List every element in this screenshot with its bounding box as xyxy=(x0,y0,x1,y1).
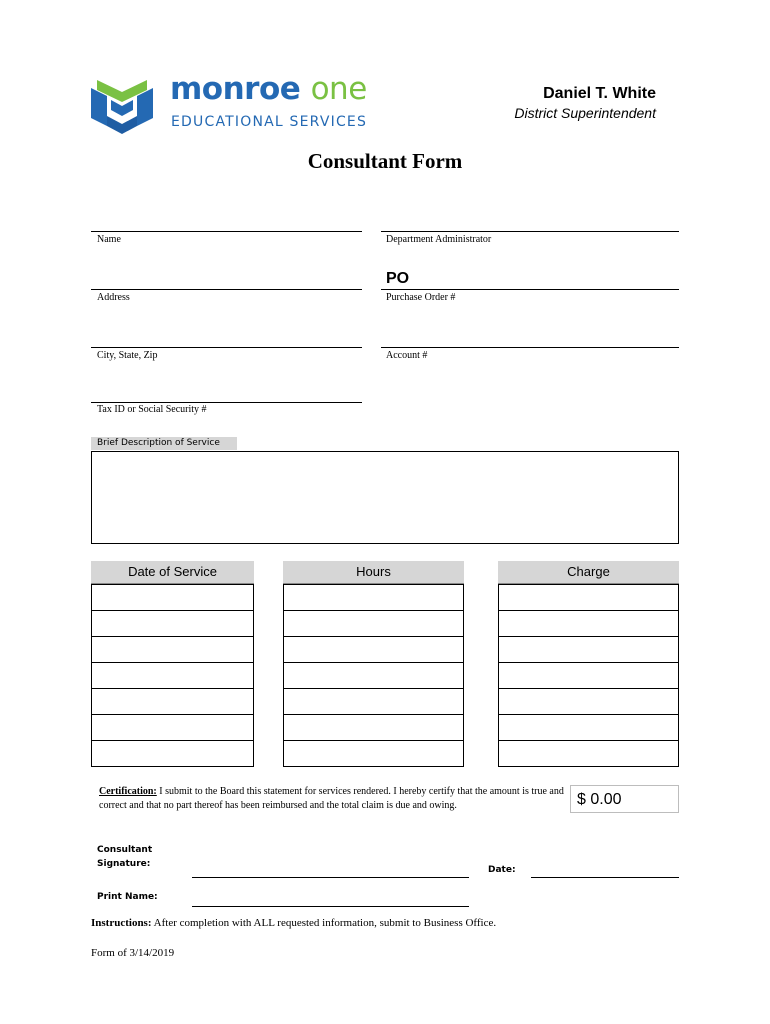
purchase-order-value: PO xyxy=(386,270,410,287)
charge-cell[interactable] xyxy=(499,688,678,714)
description-label: Brief Description of Service xyxy=(91,437,237,450)
consultant-label: Consultant xyxy=(97,845,153,855)
account-label: Account # xyxy=(386,350,428,361)
hours-table xyxy=(283,561,464,767)
charge-cell[interactable] xyxy=(499,740,678,766)
date-cell[interactable] xyxy=(92,636,253,662)
name-field[interactable] xyxy=(91,231,362,232)
charge-cell[interactable] xyxy=(499,662,678,688)
form-title: Consultant Form xyxy=(307,149,463,173)
instructions xyxy=(91,917,496,929)
superintendent-title: District Superintendent xyxy=(514,105,656,121)
charge-header: Charge xyxy=(498,561,679,584)
date-cell[interactable] xyxy=(92,662,253,688)
hours-header: Hours xyxy=(283,561,464,584)
address-field[interactable] xyxy=(91,289,362,290)
purchase-order-field[interactable] xyxy=(381,289,679,290)
print-name-field[interactable] xyxy=(192,906,469,907)
certification-text: I submit to the Board this statement for services rendered. I hereby certify that the amount is true and correct and that no part thereof has been reimbursed and the total claim is due and owing. xyxy=(99,786,564,811)
form-version: Form of 3/14/2019 xyxy=(91,947,175,959)
description-textarea[interactable] xyxy=(91,451,679,544)
monroe-one-logo-icon xyxy=(89,76,155,138)
charge-cell[interactable] xyxy=(499,714,678,740)
logo-wordmark: monroe one xyxy=(170,71,367,107)
consultant-signature-label xyxy=(97,843,152,871)
instructions-text: After completion with ALL requested information, submit to Business Office. xyxy=(151,917,497,929)
department-administrator-field[interactable] xyxy=(381,231,679,232)
date-cell[interactable] xyxy=(92,584,253,610)
hours-cell[interactable] xyxy=(284,610,463,636)
instructions-label: Instructions: xyxy=(91,917,152,929)
date-cell[interactable] xyxy=(92,688,253,714)
date-of-service-table xyxy=(91,561,254,767)
hours-cell[interactable] xyxy=(284,688,463,714)
city-state-zip-label: City, State, Zip xyxy=(97,350,158,361)
hours-cell[interactable] xyxy=(284,740,463,766)
logo-subtitle: EDUCATIONAL SERVICES xyxy=(171,114,368,130)
hours-cell[interactable] xyxy=(284,714,463,740)
total-amount-field[interactable]: $ 0.00 xyxy=(570,785,679,813)
date-cell[interactable] xyxy=(92,740,253,766)
date-label: Date: xyxy=(488,865,516,875)
charge-cell[interactable] xyxy=(499,636,678,662)
consultant-signature-field[interactable] xyxy=(192,877,469,878)
address-label: Address xyxy=(97,292,130,303)
date-of-service-header: Date of Service xyxy=(91,561,254,584)
hours-cell[interactable] xyxy=(284,636,463,662)
department-administrator-label: Department Administrator xyxy=(386,234,492,245)
charge-table xyxy=(498,561,679,767)
hours-cell[interactable] xyxy=(284,584,463,610)
date-cell[interactable] xyxy=(92,610,253,636)
tax-id-field[interactable] xyxy=(91,402,362,403)
certification-statement xyxy=(99,785,569,813)
tax-id-label: Tax ID or Social Security # xyxy=(97,404,207,415)
charge-cell[interactable] xyxy=(499,610,678,636)
charge-cell[interactable] xyxy=(499,584,678,610)
print-name-label: Print Name: xyxy=(97,892,158,902)
superintendent-name: Daniel T. White xyxy=(543,85,656,102)
certification-label: Certification: xyxy=(99,786,157,797)
date-cell[interactable] xyxy=(92,714,253,740)
signature-date-field[interactable] xyxy=(531,877,679,878)
account-field[interactable] xyxy=(381,347,679,348)
hours-cell[interactable] xyxy=(284,662,463,688)
purchase-order-label: Purchase Order # xyxy=(386,292,456,303)
name-label: Name xyxy=(97,234,121,245)
signature-label: Signature: xyxy=(97,859,151,869)
city-state-zip-field[interactable] xyxy=(91,347,362,348)
